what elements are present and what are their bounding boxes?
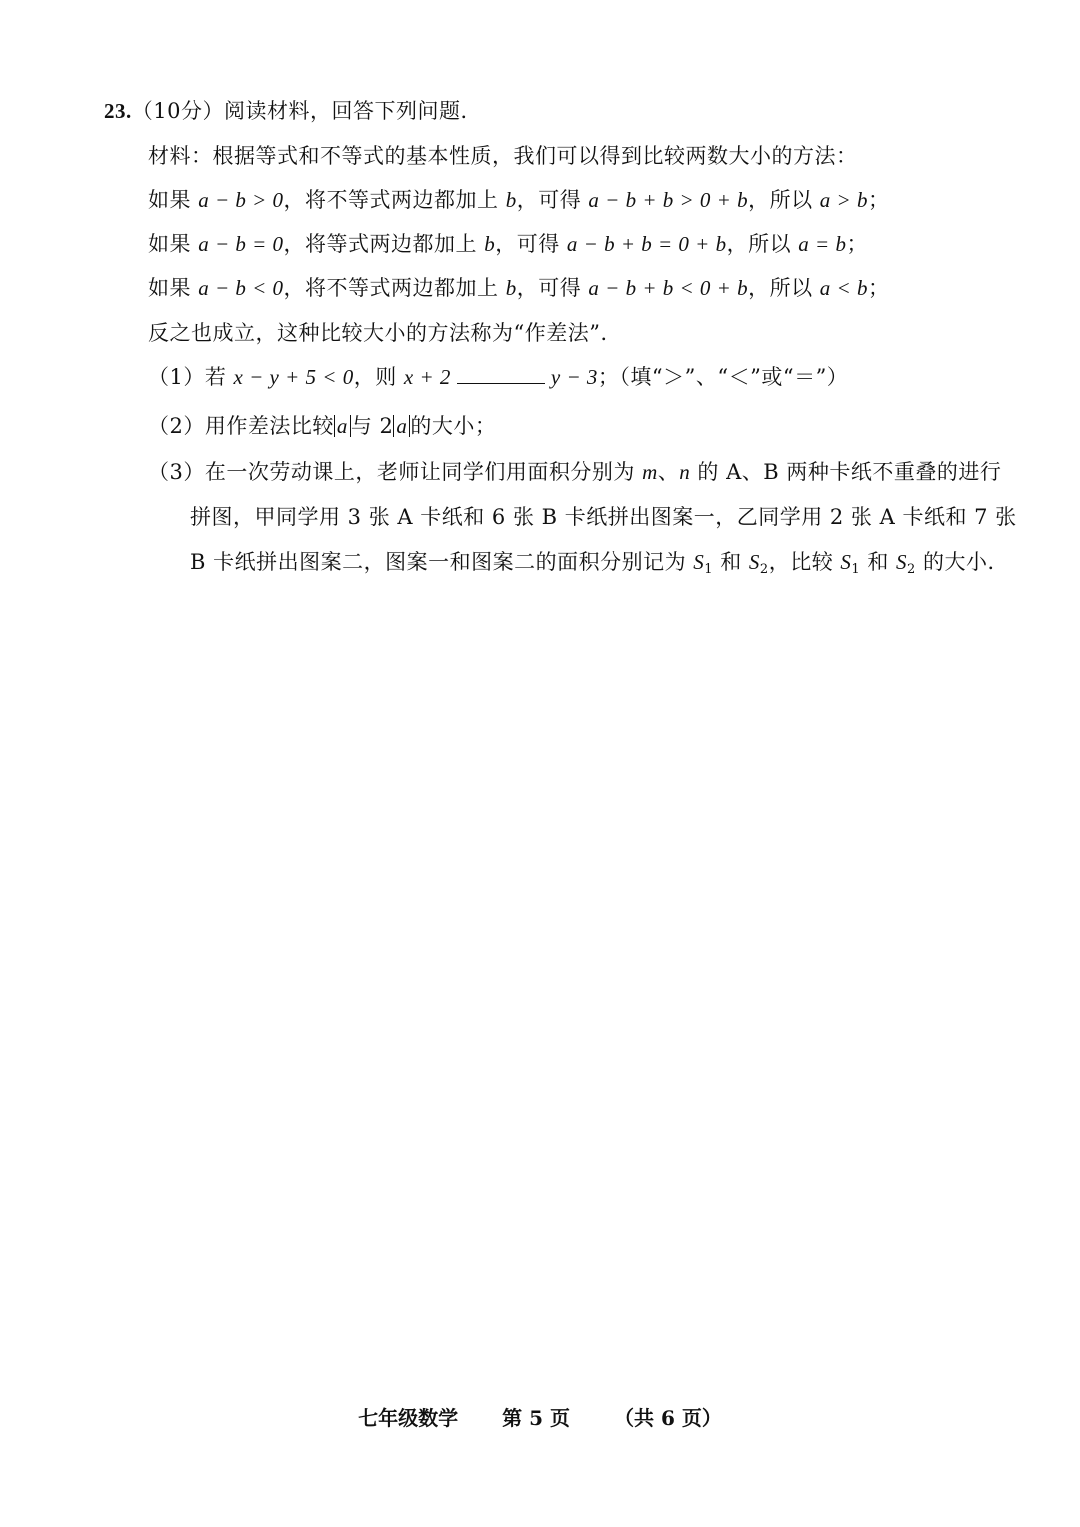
math-variable: b: [505, 188, 517, 212]
text: 和: [713, 550, 749, 574]
text: ，将等式两边都加上: [283, 232, 485, 256]
math-expression: a − b + b < 0 + b: [588, 276, 749, 300]
text: 的 A、B 两种卡纸不重叠的进行: [690, 460, 1002, 484]
page-footer: [0, 1403, 1080, 1433]
text: ，将不等式两边都加上: [283, 188, 506, 212]
math-expression: x + 2: [403, 365, 451, 389]
question-number: 23.: [104, 99, 132, 123]
part-2: [148, 411, 496, 441]
material-intro: 材料：根据等式和不等式的基本性质，我们可以得到比较两数大小的方法：: [148, 144, 858, 168]
text: 如果: [148, 276, 199, 300]
text: 、: [657, 460, 680, 484]
math-expression: a − b < 0: [198, 276, 284, 300]
text: 如果: [148, 232, 199, 256]
part-label: （3）: [148, 460, 205, 484]
text: ；（填“＞”、“＜”或“＝”）: [597, 365, 849, 389]
math-expression: a = b: [798, 232, 847, 256]
answer-blank[interactable]: [457, 363, 545, 384]
text: ，所以: [748, 276, 820, 300]
math-variable: S: [748, 550, 760, 574]
math-variable: n: [679, 460, 691, 484]
subscript: 2: [907, 562, 916, 577]
material-case-greater: [148, 185, 889, 215]
part-3-line-2: 拼图，甲同学用 3 张 A 卡纸和 6 张 B 卡纸拼出图案一，乙同学用 2 张 A 卡纸和 7 张: [190, 505, 1017, 529]
math-expression: x − y + 5 < 0: [233, 365, 354, 389]
math-variable: S: [896, 550, 908, 574]
text: ；: [867, 276, 890, 300]
math-variable: b: [484, 232, 496, 256]
math-expression: a − b + b = 0 + b: [566, 232, 727, 256]
math-variable: m: [642, 460, 658, 484]
math-expression: y − 3: [550, 365, 598, 389]
text: 的大小；: [410, 414, 497, 438]
absolute-value: a: [393, 415, 410, 437]
math-expression: a − b = 0: [198, 232, 284, 256]
text: 和: [860, 550, 897, 574]
math-expression: a < b: [819, 276, 868, 300]
text: ，所以: [726, 232, 799, 256]
text: ，比较: [768, 550, 841, 574]
subscript: 1: [851, 562, 861, 577]
math-variable: S: [693, 550, 705, 574]
text: ，可得: [516, 276, 589, 300]
text: ；: [867, 188, 890, 212]
text: 的大小．: [915, 550, 1009, 574]
footer-subject: 七年级数学: [358, 1406, 459, 1430]
part-3-line-3: [190, 547, 1009, 585]
question-header: [104, 96, 482, 126]
text: 如果: [148, 188, 199, 212]
part-3-line-1: [148, 457, 1001, 487]
text: ，所以: [748, 188, 820, 212]
subscript: 1: [704, 562, 714, 577]
material-conclusion: 反之也成立，这种比较大小的方法称为“作差法”．: [148, 321, 622, 345]
math-expression: a − b > 0: [198, 188, 284, 212]
text: ，将不等式两边都加上: [283, 276, 506, 300]
subscript: 2: [759, 562, 769, 577]
text: ，可得: [495, 232, 567, 256]
math-expression: a > b: [819, 188, 868, 212]
part-1: [148, 362, 848, 392]
absolute-value: a: [334, 415, 351, 437]
math-variable: b: [505, 276, 517, 300]
text: ，可得: [516, 188, 589, 212]
footer-total-pages: （共 6 页）: [614, 1406, 722, 1430]
text: 在一次劳动课上，老师让同学们用面积分别为: [204, 460, 643, 484]
math-variable: S: [840, 550, 852, 574]
question-prompt: （10分）阅读材料，回答下列问题．: [131, 99, 482, 123]
part-label: （2）用作差法比较: [148, 414, 334, 438]
text: B 卡纸拼出图案二，图案一和图案二的面积分别记为: [190, 550, 694, 574]
part-label: （1）若: [148, 365, 234, 389]
text: ；: [846, 232, 868, 256]
footer-page-number: 第 5 页: [502, 1406, 570, 1430]
material-case-less: [148, 273, 889, 303]
material-case-equal: [148, 229, 868, 259]
text: ，则: [353, 365, 404, 389]
text: 与 2: [350, 414, 394, 438]
math-expression: a − b + b > 0 + b: [588, 188, 749, 212]
